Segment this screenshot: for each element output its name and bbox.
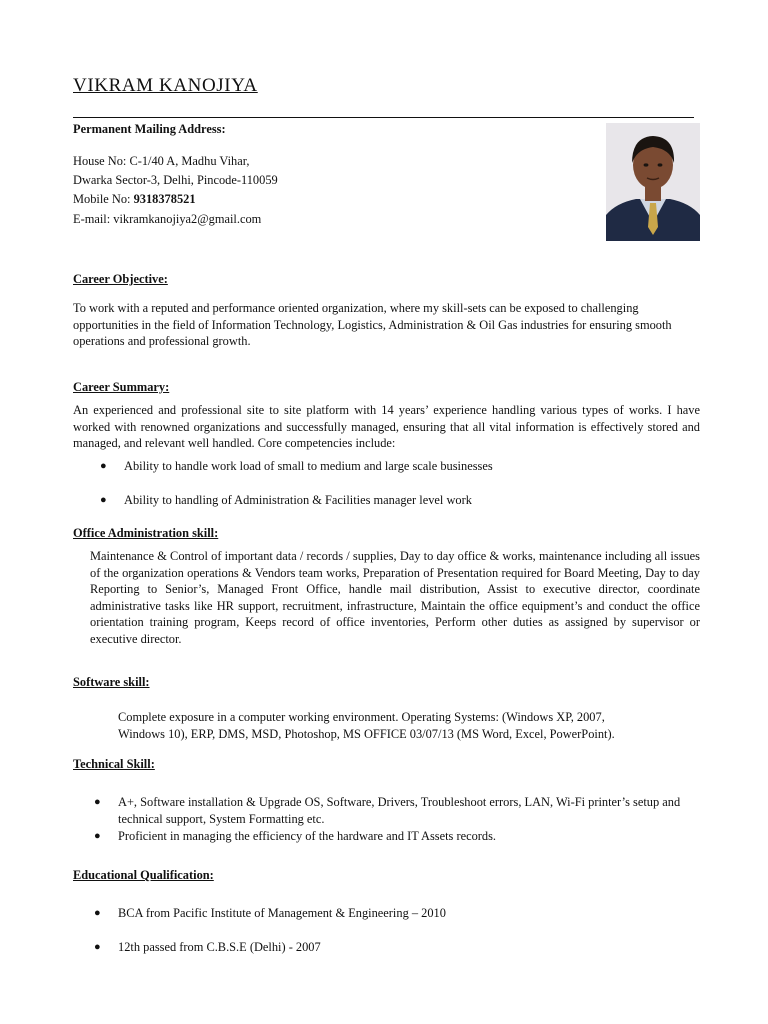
- software-skill-line-2: Windows 10), ERP, DMS, MSD, Photoshop, MS OFFICE 03/07/13 (MS Word, Excel, PowerPoint).: [118, 726, 615, 741]
- list-item-text: Ability to handle work load of small to medium and large scale businesses: [124, 459, 493, 473]
- profile-photo: [606, 123, 700, 241]
- list-item: [94, 939, 700, 956]
- list-item: [94, 905, 700, 939]
- person-photo-icon: [606, 123, 700, 241]
- career-objective-text: To work with a reputed and performance oriented organization, where my skill-sets can be exposed to challenging opportunities in the field of Information Technology, Logistics, Administration & Oil Gas industries for ensuring smooth operations and professional growth.: [73, 301, 672, 348]
- list-item: [94, 828, 700, 845]
- education-heading: Educational Qualification:: [73, 868, 214, 882]
- software-skill-text: [118, 709, 700, 742]
- career-summary-heading: Career Summary:: [73, 380, 170, 394]
- career-summary-text: An experienced and professional site to site platform with 14 years’ experience handling various types of works. I have worked with renowned organizations and successfully managed, ensuring that all vital information is effectively stored and managed, and relevant well handled. Core competencies include:: [73, 403, 700, 450]
- career-objective-heading: Career Objective:: [73, 272, 168, 286]
- technical-skill-heading: Technical Skill:: [73, 757, 155, 771]
- list-item-text: BCA from Pacific Institute of Management & Engineering – 2010: [118, 906, 446, 920]
- address-line-2: Dwarka Sector-3, Delhi, Pincode-110059: [73, 173, 278, 188]
- career-summary-list: [100, 458, 700, 509]
- list-item: [100, 492, 700, 509]
- bullet-icon: ●: [100, 494, 107, 506]
- office-admin-text: Maintenance & Control of important data / records / supplies, Day to day office & works, maintenance including all issues of the organization operations & Vendors team works, Preparation of Presentation required for Board Meeting, Day to day Reporting to Senior’s, Managed Front Office, handle mail distribution, Assist to executive director, coordinate administrative tasks like HR support, recruitment, infrastructure, Maintain the office equipment’s and conduct the office orientation training program, Keeps record of office inventories, Perform other duties as assigned by supervisor or executive director.: [90, 549, 700, 646]
- mobile-number: 9318378521: [133, 192, 196, 207]
- list-item: [100, 458, 700, 492]
- bullet-icon: ●: [94, 830, 101, 842]
- address-line-1: House No: C-1/40 A, Madhu Vihar,: [73, 154, 250, 168]
- list-item-text: Proficient in managing the efficiency of the hardware and IT Assets records.: [118, 829, 497, 843]
- bullet-icon: ●: [100, 460, 107, 472]
- mobile-label: Mobile No:: [73, 192, 134, 207]
- list-item-text: 12th passed from C.B.S.E (Delhi) - 2007: [118, 940, 321, 954]
- header-divider: [73, 117, 694, 118]
- bullet-icon: ●: [94, 941, 101, 953]
- address-block: [73, 152, 278, 229]
- bullet-icon: ●: [94, 796, 101, 808]
- software-skill-heading: Software skill:: [73, 675, 150, 689]
- software-skill-line-1: Complete exposure in a computer working environment. Operating Systems: (Windows XP, 2007,: [118, 710, 605, 724]
- list-item-text: A+, Software installation & Upgrade OS, Software, Drivers, Troubleshoot errors, LAN, Wi-Fi printer’s setup and technical support, System Formatting etc.: [118, 795, 681, 826]
- candidate-name: VIKRAM KANOJIYA: [73, 75, 258, 96]
- list-item: [94, 794, 700, 828]
- address-heading: Permanent Mailing Address:: [73, 122, 226, 136]
- bullet-icon: ●: [94, 907, 101, 919]
- education-list: [94, 905, 700, 956]
- office-admin-heading: Office Administration skill:: [73, 526, 219, 540]
- list-item-text: Ability to handling of Administration & Facilities manager level work: [124, 493, 472, 507]
- email-line: E-mail: vikramkanojiya2@gmail.com: [73, 211, 262, 226]
- technical-skill-list: [94, 794, 700, 845]
- mobile-line: [73, 190, 278, 209]
